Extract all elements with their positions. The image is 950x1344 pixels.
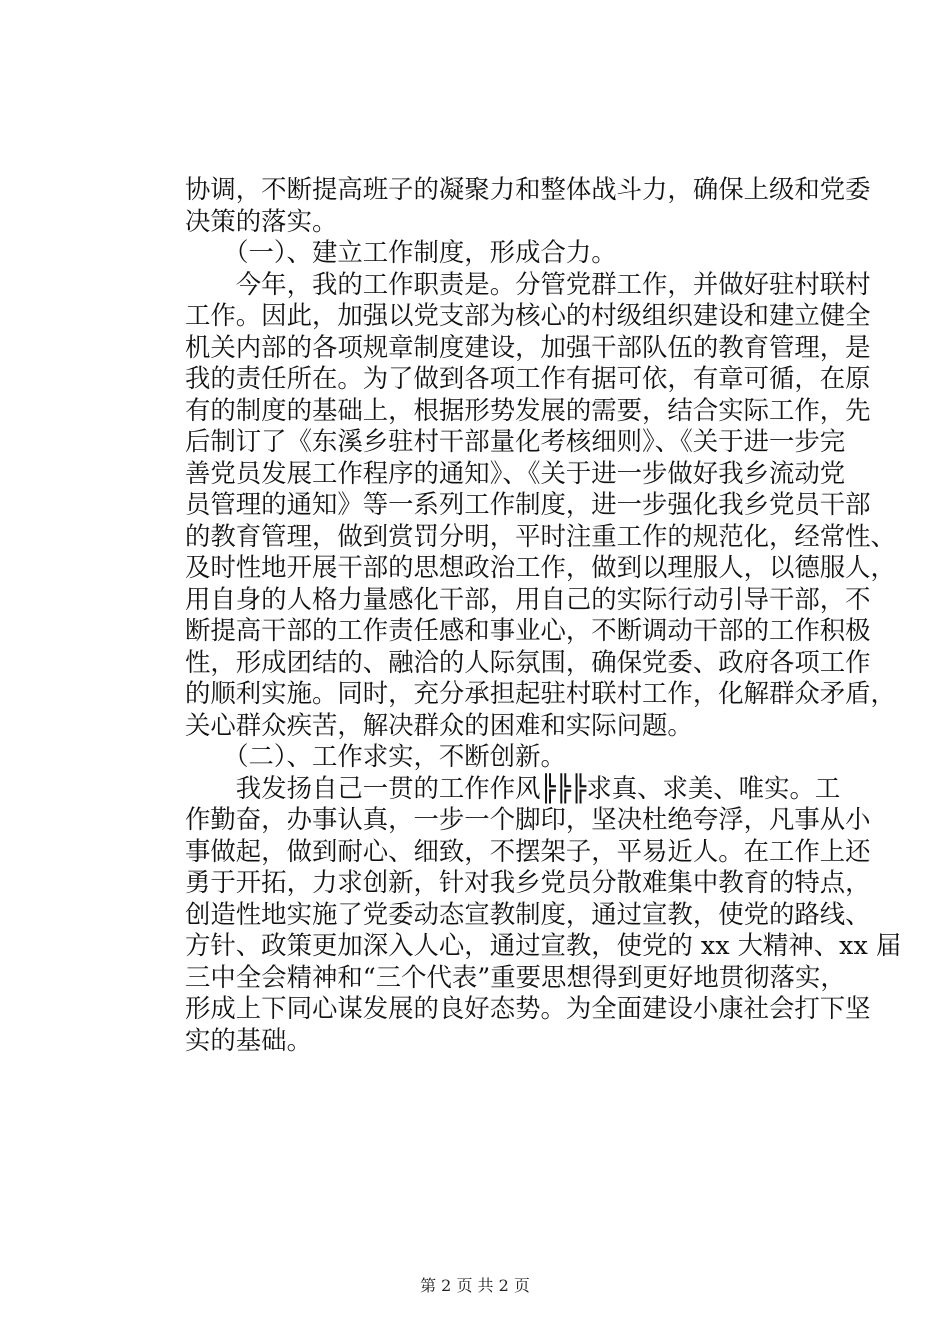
text-line: 后制订了《东溪乡驻村干部量化考核细则》、《关于进一步完 — [185, 426, 846, 456]
text-line: 三中全会精神和“三个代表”重要思想得到更好地贯彻落实， — [185, 961, 846, 992]
text-line: 协调，不断提高班子的凝聚力和整体战斗力，确保上级和党委 — [185, 174, 871, 204]
text-line: 用自身的人格力量感化干部，用自己的实际行动引导干部，不 — [185, 583, 871, 614]
text-line: （一）、建立工作制度，形成合力。 — [185, 237, 617, 267]
document-body — [185, 174, 902, 1056]
text-line: 有的制度的基础上，根据形势发展的需要，结合实际工作，先 — [185, 394, 871, 425]
text-line: 的顺利实施。同时，充分承担起驻村联村工作，化解群众矛盾， — [185, 678, 896, 708]
text-line: 机关内部的各项规章制度建设，加强干部队伍的教育管理，是 — [185, 331, 871, 362]
text-line: 工作。因此，加强以党支部为核心的村级组织建设和建立健全 — [185, 300, 871, 330]
text-line: 我的责任所在。为了做到各项工作有据可依，有章可循，在原 — [185, 363, 871, 393]
text-line: 的教育管理，做到赏罚分明，平时注重工作的规范化，经常性、 — [185, 520, 896, 551]
text-line: 实的基础。 — [185, 1024, 312, 1055]
page-footer: 第 2 页 共 2 页 — [420, 1276, 530, 1295]
text-line: 形成上下同心谋发展的良好态势。为全面建设小康社会打下坚 — [185, 993, 871, 1023]
text-line: 断提高干部的工作责任感和事业心，不断调动干部的工作积极 — [185, 615, 871, 645]
text-line: 关心群众疾苦，解决群众的困难和实际问题。 — [185, 709, 693, 740]
text-line: 今年，我的工作职责是。分管党群工作，并做好驻村联村 — [185, 268, 871, 299]
text-line: 方针、政策更加深入人心，通过宣教，使党的 xx 大精神、xx 届 — [185, 930, 902, 960]
text-line: 创造性地实施了党委动态宣教制度，通过宣教，使党的路线、 — [185, 898, 871, 929]
text-line: （二）、工作求实，不断创新。 — [185, 741, 566, 771]
text-line: 决策的落实。 — [185, 205, 338, 236]
text-line: 事做起，做到耐心、细致，不摆架子，平易近人。在工作上还 — [185, 835, 871, 866]
text-line: 勇于开拓，力求创新，针对我乡党员分散难集中教育的特点， — [185, 867, 871, 897]
text-line: 作勤奋，办事认真，一步一个脚印，坚决杜绝夸浮，凡事从小 — [185, 804, 871, 834]
text-line: 性，形成团结的、融洽的人际氛围，确保党委、政府各项工作 — [185, 646, 871, 677]
text-line: 及时性地开展干部的思想政治工作，做到以理服人，以德服人， — [185, 552, 896, 582]
text-line: 我发扬自己一贯的工作作风╠╠╠求真、求美、唯实。工 — [185, 772, 841, 803]
text-line: 员管理的通知》等一系列工作制度，进一步强化我乡党员干部 — [185, 489, 871, 519]
text-line: 善党员发展工作程序的通知》、《关于进一步做好我乡流动党 — [185, 457, 846, 488]
